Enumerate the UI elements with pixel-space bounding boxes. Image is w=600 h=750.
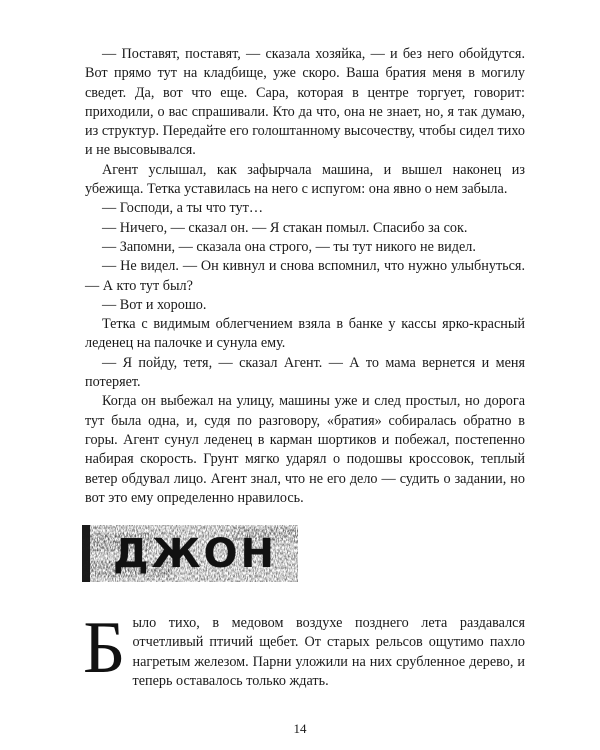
paragraph: — Ничего, — сказал он. — Я стакан помыл. Спасибо за сок. xyxy=(102,219,468,236)
paragraph: — Я пойду, тетя, — сказал Агент. — А то мама вернется и меня потеряет. xyxy=(85,354,525,391)
paragraph: — Не видел. — Он кивнул и снова вспомнил, что нужно улыбнуться. — А кто тут был? xyxy=(85,258,525,294)
paragraph: — Господи, а ты что тут… xyxy=(102,200,264,217)
chapter-opening xyxy=(83,607,525,691)
paragraph: — Вот и хорошо. xyxy=(102,296,207,313)
main-text xyxy=(85,45,525,508)
paragraph: Агент услышал, как зафырчала машина, и вышел наконец из убежища. Тетка уставилась на него с испугом: она явно о нем забыла. xyxy=(85,161,525,198)
paragraph: Тетка с видимым облегчением взяла в банке у кассы ярко-красный леденец на палочке и сунула ему. xyxy=(85,316,525,352)
drop-cap: Б xyxy=(83,607,126,689)
paragraph: Когда он выбежал на улицу, машины уже и след простыл, но дорога тут была одна, и, судя по разговору, «братия» собиралась обратно в горы. Агент сунул леденец в карман шортиков и побежал, постепенно набирая скорость. Грунт мягко ударял о подошвы кроссовок, теплый ветер обдувал лицо. Агент знал, что не его дело — судить о задании, но вот это ему определенно нравилось. xyxy=(85,393,525,506)
paragraph: — Запомни, — сказала она строго, — ты тут никого не видел. xyxy=(102,238,476,255)
page-number: 14 xyxy=(293,721,307,736)
chapter-title: ДЖОН xyxy=(112,530,278,577)
opening-text: ыло тихо, в медовом воздухе позднего лета раздавался отчетливый птичий щебет. От старых рельсов ощутимо пахло нагретым железом. Парни уложили на них срубленное дерево, и теперь оставалось только ждать. xyxy=(132,615,525,689)
paragraph: — Поставят, поставят, — сказала хозяйка, — и без него обойдутся. Вот прямо тут на кладбище, уже скоро. Ваша братия меня в могилу сведет. Да, вот что еще. Сара, которая в центре торгует, говорит: приходили, о вас спрашивали. Кто да что, она не знает, но, я так думаю, из структур. Передайте его голоштанному высочеству, чтобы сидел тихо и не высовывался. xyxy=(85,46,525,159)
chapter-heading xyxy=(82,521,298,586)
